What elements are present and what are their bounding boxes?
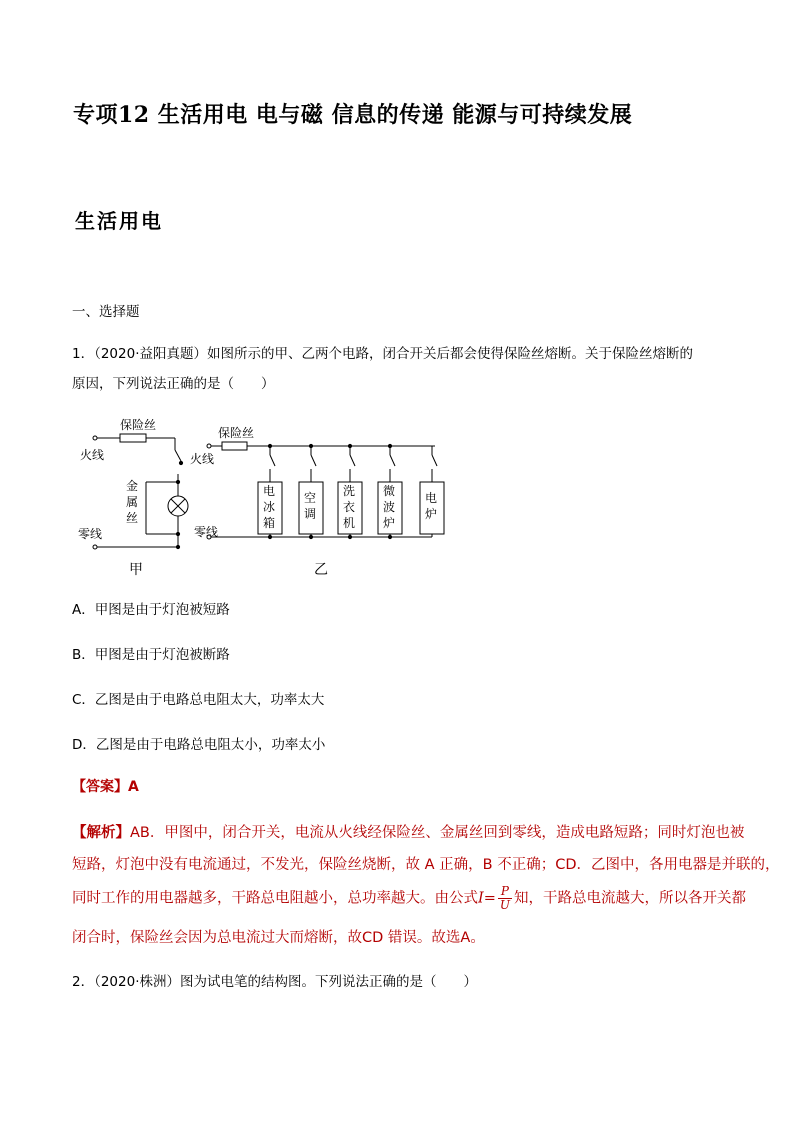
branch-washer	[338, 444, 362, 538]
metal-wire-label-2: 属	[126, 495, 139, 509]
washer-label-1: 洗	[343, 484, 356, 498]
live-terminal-right	[207, 444, 211, 448]
neutral-terminal-left	[93, 545, 97, 549]
circuit-figure	[70, 410, 450, 582]
formula-fraction	[498, 885, 512, 912]
question-1-stem-line-2: 原因，下列说法正确的是（ ）	[72, 376, 275, 392]
option-a: A．甲图是由于灯泡被短路	[72, 602, 230, 618]
formula-numerator: P	[498, 885, 512, 899]
explanation-line-3	[72, 885, 746, 912]
microwave-label-1: 微	[383, 484, 396, 498]
question-1-stem-line-1: 1．（2020·益阳真题）如图所示的甲、乙两个电路，闭合开关后都会使得保险丝熔断。关于保险丝熔断的	[72, 346, 693, 362]
question-type-heading: 一、选择题	[72, 304, 140, 320]
branch-fridge	[258, 444, 282, 538]
section-heading: 生活用电	[75, 209, 163, 233]
explanation-text-3a: 同时工作的用电器越多，干路总电阻越小，总功率越大。由公式	[72, 890, 478, 907]
formula-denominator: U	[499, 898, 511, 912]
neutral-label-right: 零线	[194, 525, 219, 539]
option-c: C．乙图是由于电路总电阻太大，功率太大	[72, 692, 325, 708]
option-b: B．甲图是由于灯泡被断路	[72, 647, 230, 663]
switch-fridge	[270, 455, 275, 466]
live-terminal-left	[93, 436, 97, 440]
stove-label-2: 炉	[425, 507, 438, 521]
neutral-label-left: 零线	[78, 527, 103, 541]
fuse-right	[222, 442, 247, 450]
explanation-text-1: AB．甲图中，闭合开关，电流从火线经保险丝、金属丝回到零线，造成电路短路；同时灯泡也被	[130, 825, 745, 841]
circuit-yi	[190, 426, 444, 578]
switch-washer	[350, 455, 355, 466]
explanation-line-4: 闭合时，保险丝会因为总电流过大而熔断，故CD 错误。故选A。	[72, 930, 485, 946]
microwave-label-3: 炉	[383, 516, 396, 530]
page-title: 专项12 生活用电 电与磁 信息的传递 能源与可持续发展	[73, 102, 633, 128]
washer-label-3: 机	[343, 516, 356, 530]
live-label-right: 火线	[190, 452, 215, 466]
fridge-label-3: 箱	[263, 516, 276, 530]
stove-label-1: 电	[425, 491, 438, 505]
fridge-label-2: 冰	[263, 500, 276, 514]
branch-stove	[420, 446, 444, 537]
explanation-tag: 【解析】	[72, 825, 130, 841]
fuse-label-right: 保险丝	[218, 426, 255, 440]
explanation-text-3b: 知，干路总电流越大，所以各开关都	[514, 890, 747, 907]
formula-lhs: I	[478, 890, 484, 907]
circuit-jia	[78, 418, 188, 578]
metal-wire-label-3: 丝	[126, 511, 139, 525]
microwave-label-2: 波	[383, 500, 396, 514]
caption-yi: 乙	[314, 562, 328, 578]
answer-tag: 【答案】	[72, 779, 128, 795]
fuse-left	[120, 434, 146, 442]
switch-aircon	[311, 455, 316, 466]
metal-wire-label-1: 金	[126, 479, 139, 493]
formula-eq: =	[483, 890, 496, 907]
fuse-label-left: 保险丝	[120, 418, 157, 432]
caption-jia: 甲	[129, 562, 143, 578]
option-d: D．乙图是由于电路总电阻太小，功率太小	[72, 737, 326, 753]
question-2-stem: 2．（2020·株洲）图为试电笔的结构图。下列说法正确的是（ ）	[72, 974, 477, 990]
switch-microwave	[390, 455, 395, 466]
branch-microwave	[378, 444, 402, 538]
switch-stove	[432, 455, 437, 466]
answer-value: A	[128, 779, 139, 795]
answer-line	[72, 776, 139, 798]
aircon-label-1: 空	[304, 491, 317, 505]
explanation-line-1	[72, 821, 744, 842]
washer-label-2: 衣	[343, 500, 356, 514]
fridge-label-1: 电	[263, 484, 276, 498]
explanation-line-2: 短路，灯泡中没有电流通过，不发光，保险丝烧断，故 A 正确，B 不正确；CD．乙图中，各用电器是并联的，	[72, 857, 780, 873]
live-label-left: 火线	[80, 448, 105, 462]
branch-aircon	[299, 444, 323, 538]
aircon-label-2: 调	[304, 507, 317, 521]
switch-left	[175, 450, 181, 461]
